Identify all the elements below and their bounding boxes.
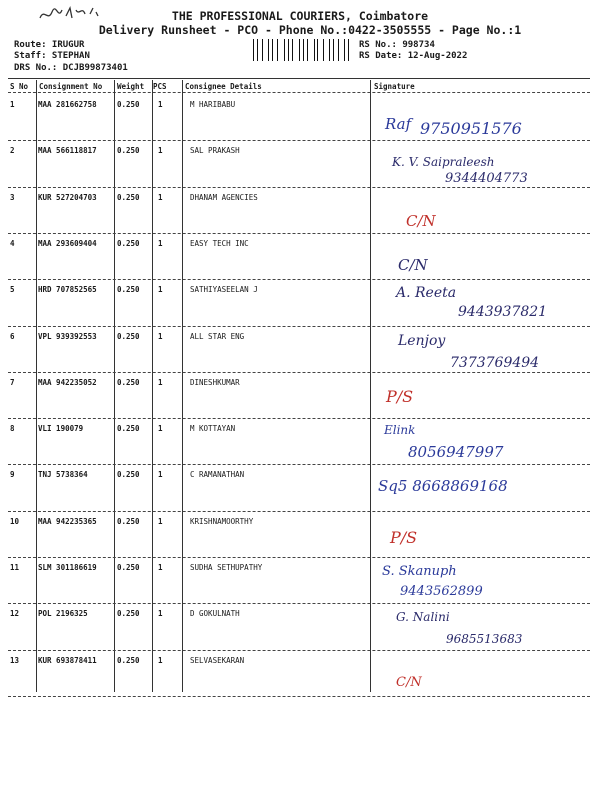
row-pcs: 1 xyxy=(158,100,163,109)
row-consignment-no: KUR 527204703 xyxy=(38,192,97,202)
row-weight: 0.250 xyxy=(117,609,140,619)
row-signature: 9443937821 xyxy=(458,304,548,321)
row-signature: Elink xyxy=(384,423,416,438)
row-consignee: M KOTTAYAN xyxy=(190,424,236,434)
row-sno: 4 xyxy=(10,238,15,248)
row-consignment-no: POL 2196325 xyxy=(38,609,88,619)
row-consignee: C RAMANATHAN xyxy=(190,470,245,480)
row-pcs: 1 xyxy=(158,424,163,434)
barcode xyxy=(253,39,353,61)
row-consignee: SATHIYASEELAN J xyxy=(190,285,258,295)
row-pcs: 1 xyxy=(158,470,163,480)
row-divider xyxy=(8,696,590,697)
row-pcs: 1 xyxy=(158,377,163,387)
row-divider xyxy=(8,187,590,188)
column-divider xyxy=(370,80,371,692)
row-consignee: DINESHKUMAR xyxy=(190,377,240,387)
row-pcs: 1 xyxy=(158,285,163,295)
row-signature: P/S xyxy=(390,527,418,547)
row-divider xyxy=(8,279,590,280)
rs-number: RS No.: 998734 xyxy=(359,40,435,50)
row-sno: 13 xyxy=(10,655,20,665)
row-consignee: KRISHNAMOORTHY xyxy=(190,516,254,526)
col-header-signature: Signature xyxy=(374,82,415,91)
staff-label: Staff: STEPHAN xyxy=(14,51,90,61)
row-sno: 1 xyxy=(10,100,15,109)
drs-number: DRS No.: DCJB99873401 xyxy=(14,63,128,73)
row-pcs: 1 xyxy=(158,655,163,665)
row-weight: 0.250 xyxy=(117,655,140,665)
row-sno: 10 xyxy=(10,516,20,526)
row-signature: Raf xyxy=(385,115,412,133)
row-pcs: 1 xyxy=(158,146,163,156)
column-divider xyxy=(36,80,37,692)
row-signature: 9750951576 xyxy=(420,119,522,138)
row-signature: Sq5 8668869168 xyxy=(378,477,508,496)
row-consignment-no: KUR 693878411 xyxy=(38,655,97,665)
row-sno: 2 xyxy=(10,146,15,156)
row-divider xyxy=(8,140,590,141)
row-divider xyxy=(8,603,590,604)
row-sno: 8 xyxy=(10,424,15,434)
row-pcs: 1 xyxy=(158,331,163,341)
row-weight: 0.250 xyxy=(117,285,140,295)
col-header-weight: Weight xyxy=(117,82,145,91)
row-signature: 9443562899 xyxy=(400,584,483,599)
row-sno: 7 xyxy=(10,377,15,387)
row-signature: 8056947997 xyxy=(408,443,504,462)
col-header-consignee: Consignee Details xyxy=(185,82,262,91)
row-consignment-no: HRD 707852565 xyxy=(38,285,97,295)
row-weight: 0.250 xyxy=(117,146,140,156)
row-sno: 5 xyxy=(10,285,15,295)
row-pcs: 1 xyxy=(158,609,163,619)
row-divider xyxy=(8,326,590,327)
row-sno: 9 xyxy=(10,470,15,480)
row-weight: 0.250 xyxy=(117,192,140,202)
col-header-consignment: Consignment No xyxy=(39,82,103,91)
row-consignee: SUDHA SETHUPATHY xyxy=(190,563,263,572)
row-pcs: 1 xyxy=(158,516,163,526)
row-consignment-no: TNJ 5738364 xyxy=(38,470,88,480)
row-divider xyxy=(8,372,590,373)
col-header-sno: S No xyxy=(10,82,29,91)
row-consignment-no: MAA 566118817 xyxy=(38,146,97,156)
row-weight: 0.250 xyxy=(117,100,140,109)
col-header-pcs: PCS xyxy=(153,82,167,91)
document-title: THE PROFESSIONAL COURIERS, Coimbatore xyxy=(171,9,429,23)
row-signature: C/N xyxy=(396,674,422,690)
document-subtitle: Delivery Runsheet - PCO - Phone No.:0422-3505555 - Page No.:1 xyxy=(98,23,522,37)
row-signature: P/S xyxy=(386,386,414,406)
row-consignee: SELVASEKARAN xyxy=(190,655,245,665)
row-weight: 0.250 xyxy=(117,470,140,480)
row-consignment-no: MAA 281662758 xyxy=(38,100,97,109)
row-signature: K. V. Saipraleesh xyxy=(392,155,495,170)
row-weight: 0.250 xyxy=(117,424,140,434)
row-divider xyxy=(8,418,590,419)
route-label: Route: IRUGUR xyxy=(14,40,85,50)
row-sno: 11 xyxy=(10,563,20,572)
table-top-border xyxy=(8,78,590,79)
column-divider xyxy=(114,80,115,692)
row-consignee: EASY TECH INC xyxy=(190,238,249,248)
header-divider xyxy=(8,92,590,93)
row-weight: 0.250 xyxy=(117,331,140,341)
row-weight: 0.250 xyxy=(117,563,140,572)
row-consignment-no: MAA 942235365 xyxy=(38,516,97,526)
row-divider xyxy=(8,511,590,512)
row-divider xyxy=(8,464,590,465)
row-consignment-no: MAA 942235052 xyxy=(38,377,97,387)
row-consignee: SAL PRAKASH xyxy=(190,146,240,156)
row-consignee: DHANAM AGENCIES xyxy=(190,192,258,202)
row-signature: 9685513683 xyxy=(446,632,523,647)
row-pcs: 1 xyxy=(158,563,163,572)
row-consignment-no: MAA 293609404 xyxy=(38,238,97,248)
row-sno: 3 xyxy=(10,192,15,202)
row-signature: 7373769494 xyxy=(450,354,540,371)
row-consignee: M HARIBABU xyxy=(190,100,236,109)
row-signature: C/N xyxy=(398,255,428,274)
row-consignee: ALL STAR ENG xyxy=(190,331,245,341)
row-consignment-no: SLM 301186619 xyxy=(38,563,97,572)
row-weight: 0.250 xyxy=(117,516,140,526)
row-consignment-no: VPL 939392553 xyxy=(38,331,97,341)
column-divider xyxy=(152,80,153,692)
row-sno: 6 xyxy=(10,331,15,341)
row-signature: Lenjoy xyxy=(398,332,446,349)
row-consignee: D GOKULNATH xyxy=(190,609,240,619)
row-weight: 0.250 xyxy=(117,377,140,387)
row-weight: 0.250 xyxy=(117,238,140,248)
row-pcs: 1 xyxy=(158,238,163,248)
row-divider xyxy=(8,557,590,558)
row-signature: 9344404773 xyxy=(445,171,528,187)
row-pcs: 1 xyxy=(158,192,163,202)
row-signature: G. Nalini xyxy=(396,610,450,625)
row-signature: A. Reeta xyxy=(396,285,457,302)
rs-date: RS Date: 12-Aug-2022 xyxy=(359,51,468,61)
row-sno: 12 xyxy=(10,609,20,619)
row-divider xyxy=(8,233,590,234)
row-signature: S. Skanuph xyxy=(382,564,457,579)
row-signature: C/N xyxy=(406,211,436,230)
row-divider xyxy=(8,650,590,651)
column-divider xyxy=(182,80,183,692)
row-consignment-no: VLI 190079 xyxy=(38,424,84,434)
